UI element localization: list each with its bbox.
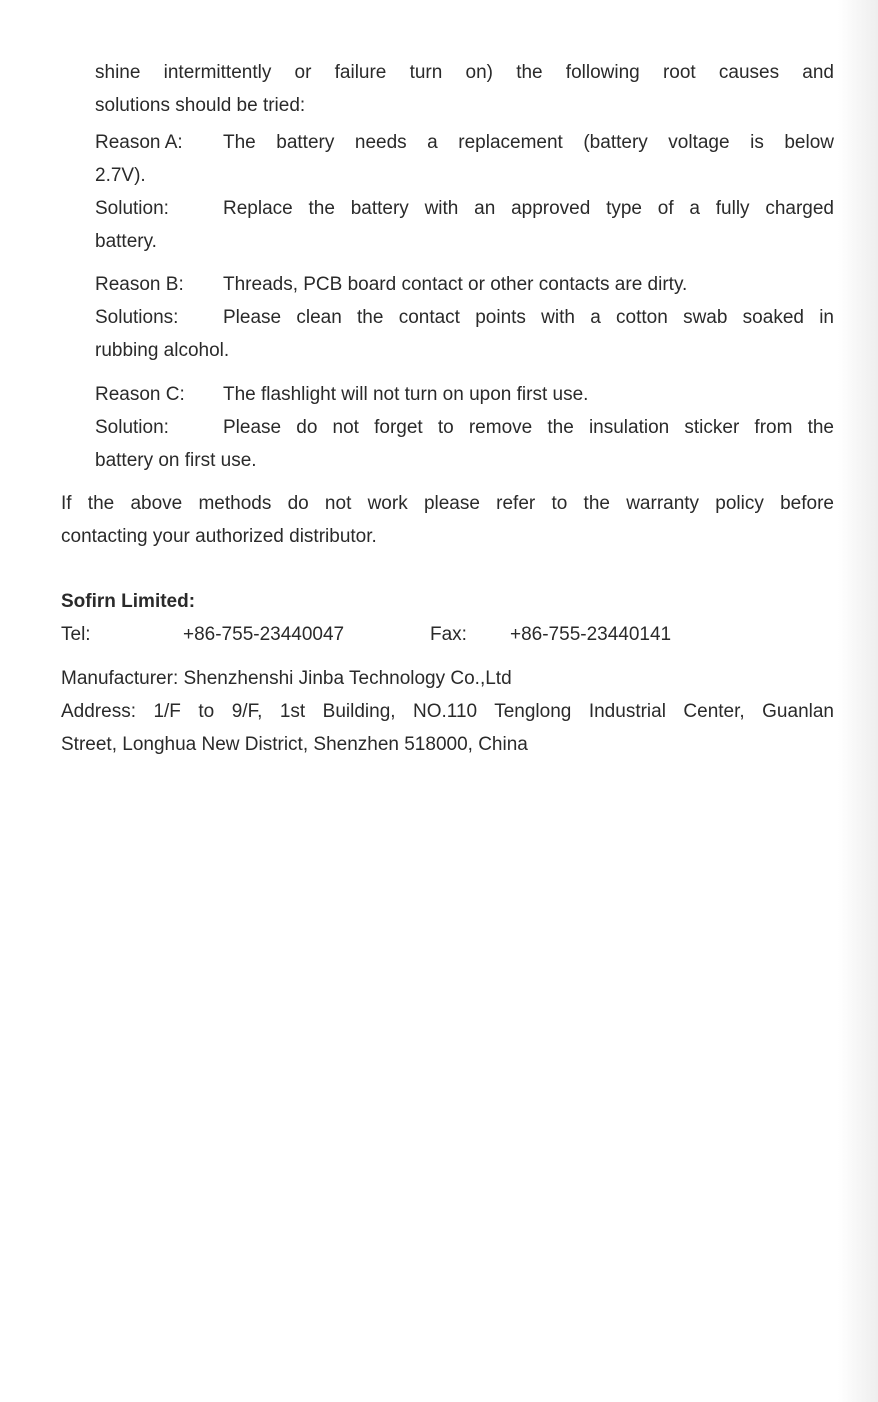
company-heading-block xyxy=(61,585,834,618)
tel-value: +86-755-23440047 xyxy=(183,624,345,645)
closing-paragraph xyxy=(61,487,834,553)
reason-b-solution-row xyxy=(95,301,834,334)
reason-a-solution xyxy=(95,192,834,258)
intro-line-1: shine intermittently or failure turn on) the following root causes and xyxy=(95,62,834,83)
reason-a-label: Reason A: xyxy=(95,132,183,153)
manufacturer-block xyxy=(61,662,834,761)
company-name: Sofirn Limited: xyxy=(61,591,196,612)
reason-a-continuation: 2.7V). xyxy=(95,165,146,186)
manufacturer-line: Manufacturer: Shenzhenshi Jinba Technology Co.,Ltd xyxy=(61,668,512,689)
reason-b-solution-text: Please clean the contact points with a cotton swab soaked in xyxy=(223,307,834,328)
reason-c-solution-label: Solution: xyxy=(95,417,169,438)
reason-a-row xyxy=(95,126,834,159)
address-line-1: Address: 1/F to 9/F, 1st Building, NO.110 Tenglong Industrial Center, Guanlan xyxy=(61,701,834,722)
reason-c-section xyxy=(95,378,834,477)
address-line-2: Street, Longhua New District, Shenzhen 518000, China xyxy=(61,734,528,755)
reason-a-solution-continuation: battery. xyxy=(95,231,157,252)
reason-b-row xyxy=(95,268,834,301)
reason-a-solution-row xyxy=(95,192,834,225)
reason-c-label: Reason C: xyxy=(95,384,185,405)
reason-c-text: The flashlight will not turn on upon first use. xyxy=(223,384,589,405)
intro-line-2: solutions should be tried: xyxy=(95,95,306,116)
tel-label: Tel: xyxy=(61,624,91,645)
page-edge-shadow xyxy=(838,0,878,1402)
closing-line-1: If the above methods do not work please refer to the warranty policy before xyxy=(61,493,834,514)
reason-c-solution-text: Please do not forget to remove the insulation sticker from the xyxy=(223,417,834,438)
reason-b-label: Reason B: xyxy=(95,274,184,295)
reason-b-text: Threads, PCB board contact or other contacts are dirty. xyxy=(223,274,688,295)
reason-a-solution-text: Replace the battery with an approved type of a fully charged xyxy=(223,198,834,219)
reason-c-solution-continuation: battery on first use. xyxy=(95,450,257,471)
reason-b-solution-continuation: rubbing alcohol. xyxy=(95,340,230,361)
reason-b-solution-label: Solutions: xyxy=(95,307,179,328)
reason-b-section xyxy=(95,268,834,367)
reason-c-row xyxy=(95,378,834,411)
reason-a-solution-label: Solution: xyxy=(95,198,169,219)
fax-label: Fax: xyxy=(430,624,467,645)
reason-c-solution-row xyxy=(95,411,834,444)
closing-line-2: contacting your authorized distributor. xyxy=(61,526,377,547)
intro-paragraph xyxy=(95,56,834,122)
reason-a-text: The battery needs a replacement (battery voltage is below xyxy=(223,132,834,153)
contact-row xyxy=(61,618,761,651)
fax-value: +86-755-23440141 xyxy=(510,624,672,645)
reason-a-section xyxy=(95,126,834,192)
